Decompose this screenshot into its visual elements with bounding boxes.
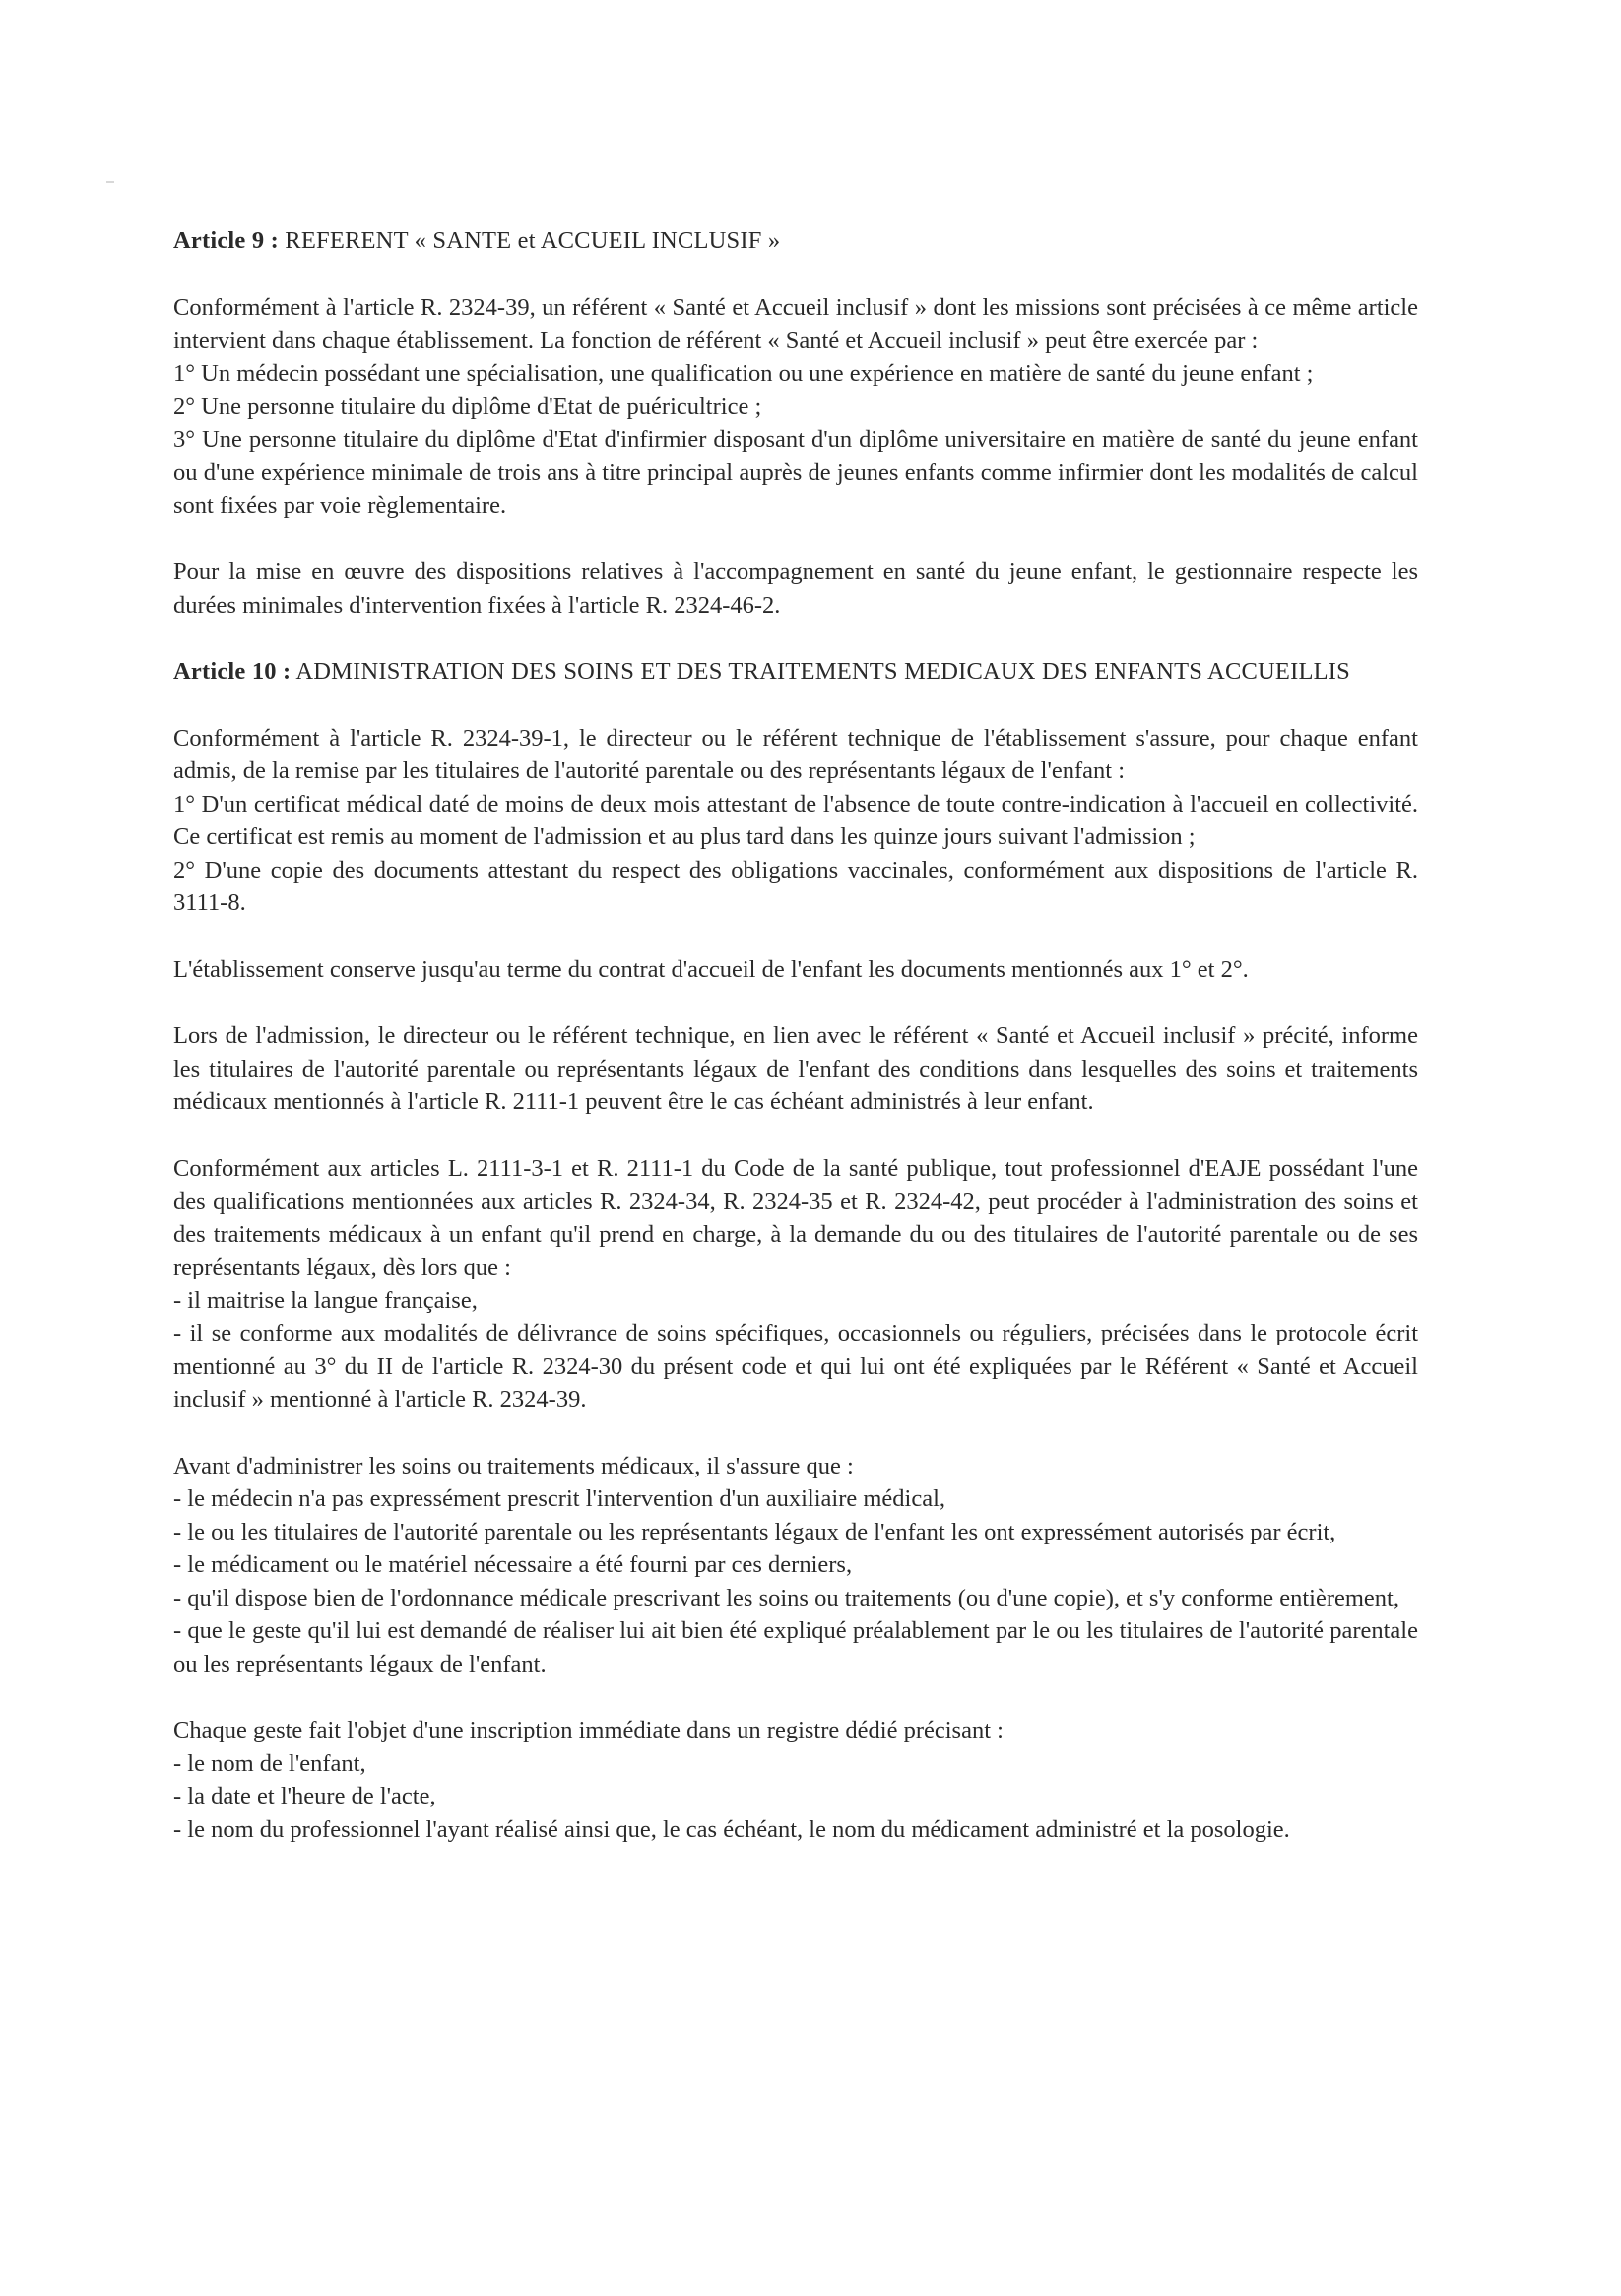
article-9-heading [173, 225, 1418, 258]
article-10-p1-intro: Conformément à l'article R. 2324-39-1, le directeur ou le référent technique de l'établissement s'assure, pour chaque enfant admis, de la remise par les titulaires de l'autorité parentale ou des représentants légaux de l'enfant : [173, 724, 1418, 784]
article-10-p4-item-2: - il se conforme aux modalités de délivrance de soins spécifiques, occasionnels ou réguliers, précisées dans le protocole écrit mentionné au 3° du II de l'article R. 2324-30 du présent code et qui lui ont été expliquées par le Référent « Santé et Accueil inclusif » mentionné à l'article R. 2324-39. [173, 1320, 1418, 1412]
article-10-p5-item-1: - le médecin n'a pas expressément prescrit l'intervention d'un auxiliaire médical, [173, 1485, 946, 1512]
article-10-paragraph-2: L'établissement conserve jusqu'au terme du contrat d'accueil de l'enfant les documents mentionnés aux 1° et 2°. [173, 955, 1249, 983]
article-10-heading [173, 655, 1418, 689]
article-10-p1-item-2: 2° D'une copie des documents attestant du respect des obligations vaccinales, conformément aux dispositions de l'article R. 3111-8. [173, 856, 1418, 916]
article-10-number: Article 10 : [173, 658, 292, 685]
scan-mark [106, 181, 114, 183]
document-body [173, 225, 1418, 1879]
article-9-item-2: 2° Une personne titulaire du diplôme d'Etat de puéricultrice ; [173, 393, 762, 420]
article-10-p5-item-2: - le ou les titulaires de l'autorité parentale ou les représentants légaux de l'enfant les ont expressément autorisés par écrit, [173, 1518, 1336, 1545]
article-10-p1-item-1: 1° D'un certificat médical daté de moins de deux mois attestant de l'absence de toute contre-indication à l'accueil en collectivité. Ce certificat est remis au moment de l'admission et au plus tard dans les quinze jours suivant l'admission ; [173, 790, 1418, 850]
article-10-p5-item-5: - que le geste qu'il lui est demandé de réaliser lui ait bien été expliqué préalablement par le ou les titulaires de l'autorité parentale ou les représentants légaux de l'enfant. [173, 1617, 1418, 1677]
article-9-paragraph-2: Pour la mise en œuvre des dispositions relatives à l'accompagnement en santé du jeune enfant, le gestionnaire respecte les durées minimales d'intervention fixées à l'article R. 2324-46-2. [173, 558, 1418, 619]
article-9-title: REFERENT « SANTE et ACCUEIL INCLUSIF » [285, 228, 781, 254]
article-9-intro: Conformément à l'article R. 2324-39, un référent « Santé et Accueil inclusif » dont les missions sont précisées à ce même article intervient dans chaque établissement. La fonction de référent « Santé et Accueil inclusif » peut être exercée par : [173, 294, 1418, 354]
article-9-paragraph-1 [173, 292, 1418, 523]
article-10-paragraph-3: Lors de l'admission, le directeur ou le référent technique, en lien avec le référent « Santé et Accueil inclusif » précité, informe les titulaires de l'autorité parentale ou représentants légaux de l'enfant des conditions dans lesquelles des soins et traitements médicaux mentionnés à l'article R. 2111-1 peuvent être le cas échéant administrés à leur enfant. [173, 1022, 1418, 1115]
article-9-item-3: 3° Une personne titulaire du diplôme d'Etat d'infirmier disposant d'un diplôme universitaire en matière de santé du jeune enfant ou d'une expérience minimale de trois ans à titre principal auprès de jeunes enfants comme infirmier dont les modalités de calcul sont fixées par voie règlementaire. [173, 426, 1418, 519]
article-9-item-1: 1° Un médecin possédant une spécialisation, une qualification ou une expérience en matière de santé du jeune enfant ; [173, 360, 1314, 387]
article-10-p6-item-2: - la date et l'heure de l'acte, [173, 1783, 436, 1809]
article-10 [173, 655, 1418, 1846]
article-10-p6-item-3: - le nom du professionnel l'ayant réalisé ainsi que, le cas échéant, le nom du médicament administré et la posologie. [173, 1815, 1290, 1843]
article-10-paragraph-6 [173, 1714, 1418, 1846]
article-10-p4-intro: Conformément aux articles L. 2111-3-1 et R. 2111-1 du Code de la santé publique, tout professionnel d'EAJE possédant l'une des qualifications mentionnées aux articles R. 2324-34, R. 2324-35 et R. 2324-42, peut procéder à l'administration des soins et des traitements médicaux à un enfant qu'il prend en charge, à la demande du ou des titulaires de l'autorité parentale ou de ses représentants légaux, dès lors que : [173, 1154, 1418, 1280]
article-10-paragraph-5 [173, 1450, 1418, 1681]
article-10-paragraph-1 [173, 722, 1418, 920]
article-10-p5-item-4: - qu'il dispose bien de l'ordonnance médicale prescrivant les soins ou traitements (ou d'une copie), et s'y conforme entièrement, [173, 1584, 1399, 1611]
article-10-title: ADMINISTRATION DES SOINS ET DES TRAITEMENTS MEDICAUX DES ENFANTS ACCUEILLIS [295, 658, 1350, 685]
article-10-p4-item-1: - il maitrise la langue française, [173, 1286, 478, 1314]
article-10-p6-item-1: - le nom de l'enfant, [173, 1749, 366, 1777]
article-9-number: Article 9 : [173, 228, 279, 254]
article-9 [173, 225, 1418, 622]
article-10-p6-intro: Chaque geste fait l'objet d'une inscription immédiate dans un registre dédié précisant : [173, 1717, 1004, 1743]
article-10-paragraph-4 [173, 1152, 1418, 1416]
article-10-p5-item-3: - le médicament ou le matériel nécessaire a été fourni par ces derniers, [173, 1551, 853, 1578]
article-10-p5-intro: Avant d'administrer les soins ou traitements médicaux, il s'assure que : [173, 1452, 854, 1479]
